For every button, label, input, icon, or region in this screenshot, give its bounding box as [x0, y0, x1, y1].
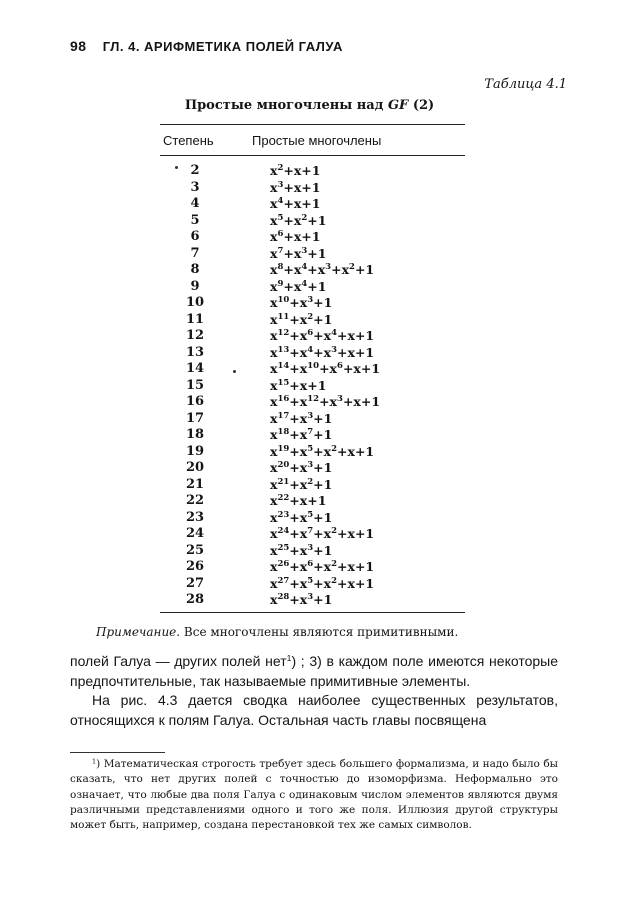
term-base: +x: [283, 212, 302, 228]
polynomial-cell: [270, 246, 326, 263]
footnote-paragraph: [70, 757, 558, 833]
table-note: [96, 625, 458, 639]
term-base: x: [270, 163, 278, 178]
degree-cell: 10: [185, 295, 205, 310]
term-exponent: 2: [307, 311, 314, 322]
degree-cell: 3: [190, 179, 200, 195]
term-base: +x: [331, 262, 350, 277]
term-base: +1: [313, 460, 333, 475]
term-exponent: 22: [277, 493, 290, 503]
term-exponent: 7: [307, 427, 314, 437]
table-row: [0, 295, 619, 312]
polynomial-cell: [270, 328, 374, 345]
polynomial-cell: [270, 361, 380, 378]
term-exponent: 6: [307, 559, 314, 569]
term-exponent: 2: [331, 559, 338, 569]
term-exponent: 12: [307, 394, 320, 404]
term-base: x: [270, 509, 278, 525]
term-base: +x: [289, 410, 308, 426]
polynomial-cell: [270, 559, 374, 576]
degree-cell: 12: [185, 328, 205, 343]
term-exponent: 9: [277, 278, 284, 289]
term-exponent: 4: [301, 278, 308, 289]
table-row: [0, 378, 619, 395]
term-base: +1: [307, 245, 327, 261]
table-title-suffix: (2): [412, 98, 435, 113]
term-exponent: 5: [307, 509, 314, 520]
degree-cell: 9: [190, 278, 200, 294]
term-base: x: [270, 179, 278, 195]
polynomial-cell: [270, 526, 374, 543]
degree-cell: 17: [185, 410, 205, 426]
table-row: [0, 328, 619, 345]
term-exponent: 17: [277, 410, 290, 421]
term-base: +1: [307, 212, 327, 228]
term-exponent: 26: [277, 559, 290, 569]
degree-cell: 24: [185, 526, 205, 541]
degree-cell: 21: [185, 476, 205, 492]
paragraph-text: полей Галуа — других полей нет: [70, 653, 287, 669]
term-base: +x: [289, 443, 308, 459]
term-base: x: [270, 394, 278, 409]
term-exponent: 5: [307, 443, 314, 454]
term-exponent: 2: [301, 212, 308, 223]
degree-cell: 19: [185, 443, 205, 459]
term-base: +1: [313, 509, 333, 525]
term-exponent: 2: [331, 575, 338, 586]
term-base: +x+1: [337, 559, 375, 574]
polynomial-cell: [270, 378, 326, 395]
polynomial-cell: [270, 312, 332, 329]
term-base: +x: [289, 427, 308, 442]
term-exponent: 2: [349, 262, 355, 272]
table-row: [0, 477, 619, 494]
term-exponent: 6: [277, 229, 284, 239]
term-base: +x: [289, 542, 308, 558]
term-base: +1: [354, 262, 375, 277]
chapter-title: ГЛ. 4. АРИФМЕТИКА ПОЛЕЙ ГАЛУА: [102, 39, 343, 54]
footnote: [70, 757, 558, 833]
term-exponent: 10: [307, 361, 320, 371]
term-base: x: [270, 278, 278, 294]
term-base: x: [270, 526, 278, 541]
term-base: +x: [313, 344, 332, 360]
term-exponent: 3: [307, 295, 314, 305]
term-exponent: 4: [277, 196, 284, 206]
table-row: [0, 576, 619, 593]
term-base: +x: [307, 262, 326, 277]
polynomial-cell: [270, 576, 374, 593]
term-exponent: 4: [331, 328, 338, 338]
term-base: x: [270, 559, 278, 574]
degree-cell: 5: [190, 212, 200, 228]
term-base: x: [270, 575, 278, 591]
term-base: x: [270, 229, 278, 244]
degree-cell: 25: [185, 542, 205, 558]
table-row: [0, 444, 619, 461]
term-base: +x: [289, 575, 308, 591]
term-base: +x: [289, 476, 308, 492]
term-exponent: 3: [307, 592, 314, 602]
polynomial-cell: [270, 262, 374, 279]
term-base: +x+1: [283, 229, 321, 244]
column-header-degree: Степень: [163, 133, 214, 148]
note-text: Все многочлены являются примитивными.: [183, 625, 459, 639]
polynomial-cell: [270, 295, 332, 312]
term-base: +1: [313, 311, 333, 327]
polynomial-cell: [270, 460, 332, 477]
term-exponent: 2: [331, 526, 338, 536]
table-row: [0, 196, 619, 213]
term-base: +1: [307, 278, 327, 294]
term-base: +x+1: [337, 344, 375, 360]
term-base: x: [270, 592, 278, 607]
polynomial-cell: [270, 196, 320, 213]
degree-cell: 13: [185, 344, 205, 360]
degree-cell: 16: [185, 394, 205, 409]
term-exponent: 7: [307, 526, 314, 536]
term-base: +x: [289, 592, 308, 607]
term-base: x: [270, 361, 278, 376]
term-base: +x: [289, 344, 308, 360]
term-base: x: [270, 542, 278, 558]
term-base: +x+1: [289, 377, 327, 393]
table-row: [0, 213, 619, 230]
term-base: x: [270, 460, 278, 475]
degree-cell: 20: [185, 460, 205, 475]
term-base: +x+1: [337, 443, 375, 459]
degree-cell: 7: [190, 245, 200, 261]
table-bottom-rule: [160, 612, 465, 613]
table-title: [0, 98, 619, 113]
term-base: x: [270, 295, 278, 310]
term-exponent: 27: [277, 575, 290, 586]
degree-cell: 11: [185, 311, 205, 327]
term-base: +x+1: [289, 493, 327, 508]
term-base: +x+1: [337, 526, 375, 541]
term-base: x: [270, 245, 278, 261]
table-row: [0, 427, 619, 444]
term-exponent: 3: [277, 179, 284, 190]
term-base: +x+1: [342, 361, 381, 376]
table-row: [0, 510, 619, 527]
term-base: +x: [313, 526, 332, 541]
term-base: +x: [319, 394, 338, 409]
running-head: [70, 38, 343, 54]
table-row: [0, 411, 619, 428]
degree-cell: 22: [185, 493, 205, 508]
term-base: +x: [313, 443, 332, 459]
note-label: Примечание.: [96, 625, 181, 639]
polynomial-cell: [270, 427, 332, 444]
term-exponent: 21: [277, 476, 290, 487]
term-base: +1: [313, 427, 333, 442]
paragraph-text: ) ; 3) в каждом поле имеются некоторые предпочтительные, так называемые примитивные элементы.: [70, 653, 559, 689]
degree-cell: 15: [185, 377, 205, 393]
table-row: [0, 163, 619, 180]
body-text: [70, 652, 558, 730]
column-header-polynomials: Простые многочлены: [252, 133, 382, 148]
term-base: +x: [289, 328, 308, 343]
term-exponent: 7: [277, 245, 284, 256]
footnote-ref: 1: [286, 653, 292, 664]
footnote-rule: [70, 752, 165, 753]
term-exponent: 3: [325, 262, 332, 272]
term-exponent: 3: [307, 542, 314, 553]
term-base: x: [270, 410, 278, 426]
term-base: +x: [283, 278, 302, 294]
term-base: +x: [313, 575, 332, 591]
polynomial-cell: [270, 444, 374, 461]
term-base: x: [270, 476, 278, 492]
term-exponent: 6: [307, 328, 314, 338]
degree-cell: 27: [185, 575, 205, 591]
table-row: [0, 460, 619, 477]
term-base: +x: [313, 559, 332, 574]
polynomial-cell: [270, 394, 380, 411]
degree-cell: 23: [185, 509, 205, 525]
footnote-text: ) Математическая строгость требует здесь большего формализма, и надо было бы сказать, что нет других полей с точностью до изоморфизма. Неформально это означает, что любые два поля Галуа с одинаковым числом элементов являются двумя различными представлениями одного и того же поля. Иллюзия другой структуры может быть, например, создана перестановкой тех же самых символов.: [70, 758, 558, 832]
degree-cell: 18: [185, 427, 205, 442]
table-row: [0, 559, 619, 576]
polynomial-cell: [270, 345, 374, 362]
polynomial-cell: [270, 493, 326, 510]
term-exponent: 5: [307, 575, 314, 586]
term-base: +x: [289, 361, 308, 376]
term-exponent: 3: [337, 394, 343, 404]
table-row: [0, 312, 619, 329]
table-row: [0, 394, 619, 411]
degree-cell: 4: [190, 196, 200, 211]
term-base: +x: [289, 295, 308, 310]
term-base: +x+1: [342, 394, 381, 409]
term-exponent: 2: [277, 163, 284, 173]
page-number: 98: [70, 38, 87, 54]
term-base: +x: [289, 509, 308, 525]
polynomial-cell: [270, 411, 332, 428]
term-exponent: 12: [277, 328, 290, 338]
term-exponent: 5: [277, 212, 284, 223]
table-title-prefix: Простые многочлены над: [184, 98, 384, 113]
term-base: +1: [313, 592, 333, 607]
degree-cell: 14: [185, 361, 205, 376]
term-base: x: [270, 344, 278, 360]
term-exponent: 13: [277, 344, 290, 355]
term-base: +x+1: [283, 163, 321, 178]
term-exponent: 2: [307, 476, 314, 487]
term-base: x: [270, 196, 278, 211]
degree-cell: 8: [190, 262, 200, 277]
term-base: x: [270, 212, 278, 228]
term-exponent: 3: [307, 460, 314, 470]
term-exponent: 19: [277, 443, 290, 454]
polynomial-cell: [270, 543, 332, 560]
term-exponent: 6: [337, 361, 343, 371]
table-top-rule: [160, 124, 465, 125]
table-row: [0, 180, 619, 197]
table-row: [0, 246, 619, 263]
term-exponent: 15: [277, 377, 290, 388]
table-row: [0, 543, 619, 560]
term-base: x: [270, 262, 278, 277]
term-base: +x: [289, 460, 308, 475]
table-row: [0, 345, 619, 362]
term-base: +x: [289, 559, 308, 574]
term-exponent: 3: [307, 410, 314, 421]
term-base: +1: [313, 476, 333, 492]
term-base: +x+1: [337, 328, 375, 343]
term-exponent: 3: [301, 245, 308, 256]
term-base: x: [270, 328, 278, 343]
term-exponent: 14: [277, 361, 290, 371]
term-base: +1: [313, 542, 333, 558]
term-exponent: 23: [277, 509, 290, 520]
term-base: +x: [283, 245, 302, 261]
term-base: x: [270, 493, 278, 508]
degree-cell: 26: [185, 559, 205, 574]
term-exponent: 4: [301, 262, 308, 272]
term-exponent: 2: [331, 443, 338, 454]
term-exponent: 3: [331, 344, 338, 355]
term-exponent: 24: [277, 526, 290, 536]
degree-cell: 6: [190, 229, 200, 244]
term-base: +x: [289, 526, 308, 541]
term-exponent: 28: [277, 592, 290, 602]
polynomial-cell: [270, 279, 326, 296]
paragraph: [70, 652, 558, 691]
term-exponent: 10: [277, 295, 290, 305]
table-row: [0, 279, 619, 296]
term-exponent: 16: [277, 394, 290, 404]
term-base: +x+1: [337, 575, 375, 591]
term-base: +x+1: [283, 179, 321, 195]
polynomial-cell: [270, 510, 332, 527]
polynomial-cell: [270, 163, 320, 180]
term-base: x: [270, 311, 278, 327]
table-title-field: GF: [387, 98, 409, 113]
table-row: [0, 229, 619, 246]
degree-cell: 28: [185, 592, 205, 607]
term-base: +1: [313, 295, 333, 310]
table-row: [0, 361, 619, 378]
term-base: +1: [313, 410, 333, 426]
polynomial-cell: [270, 229, 320, 246]
polynomial-cell: [270, 477, 332, 494]
polynomial-cell: [270, 592, 332, 609]
table-header-rule: [160, 155, 465, 156]
polynomial-cell: [270, 213, 326, 230]
table-label: Таблица 4.1: [484, 77, 567, 92]
term-base: x: [270, 377, 278, 393]
polynomial-cell: [270, 180, 320, 197]
term-base: +x: [283, 262, 302, 277]
term-base: x: [270, 443, 278, 459]
term-base: +x: [289, 311, 308, 327]
term-base: +x: [289, 394, 308, 409]
term-exponent: 8: [277, 262, 284, 272]
degree-cell: 2: [190, 163, 200, 178]
term-base: +x: [319, 361, 338, 376]
table-row: [0, 262, 619, 279]
term-exponent: 11: [277, 311, 290, 322]
term-base: +x+1: [283, 196, 321, 211]
term-base: x: [270, 427, 278, 442]
table-row: [0, 526, 619, 543]
term-exponent: 20: [277, 460, 290, 470]
term-exponent: 4: [307, 344, 314, 355]
paragraph: На рис. 4.3 дается сводка наиболее существенных результатов, относящихся к полям Галуа. Остальная часть главы посвящена: [70, 692, 558, 728]
term-base: +x: [313, 328, 332, 343]
table-row: [0, 493, 619, 510]
table-row: [0, 592, 619, 609]
term-exponent: 25: [277, 542, 290, 553]
term-exponent: 18: [277, 427, 290, 437]
table-body: [0, 163, 619, 609]
footnote-marker: 1: [92, 757, 97, 766]
